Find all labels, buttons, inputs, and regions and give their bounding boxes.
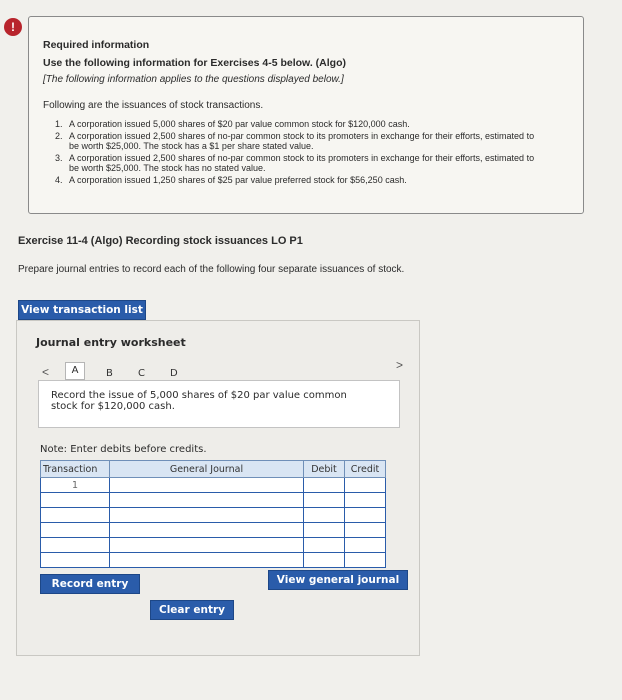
column-header-debit: Debit [304, 461, 345, 478]
record-instruction-box [38, 380, 400, 428]
table-row [41, 553, 386, 568]
debit-cell[interactable] [304, 523, 345, 538]
table-row [41, 508, 386, 523]
credit-cell[interactable] [345, 508, 386, 523]
debit-cell[interactable] [304, 553, 345, 568]
transaction-cell: 1 [41, 478, 110, 493]
record-entry-button[interactable]: Record entry [40, 574, 140, 594]
column-header-transaction: Transaction [41, 461, 110, 478]
required-subtitle: Use the following information for Exercises 4-5 below. (Algo) [43, 57, 346, 69]
transaction-cell [41, 493, 110, 508]
account-cell[interactable] [110, 478, 304, 493]
debit-cell[interactable] [304, 538, 345, 553]
chevron-left-icon[interactable]: < [42, 365, 50, 379]
required-title: Required information [43, 39, 150, 51]
list-item: 4. A corporation issued 1,250 shares of $25 par value preferred stock for $56,250 cash. [55, 174, 407, 185]
debit-cell[interactable] [304, 478, 345, 493]
credit-cell[interactable] [345, 538, 386, 553]
list-item: 3. A corporation issued 2,500 shares of no-par common stock to its promoters in exchange for their efforts, estimated to be worth $25,000. The stock has no stated value. [55, 152, 535, 173]
credit-cell[interactable] [345, 493, 386, 508]
transaction-list [55, 119, 535, 186]
column-header-credit: Credit [345, 461, 386, 478]
required-intro: Following are the issuances of stock transactions. [43, 100, 264, 111]
tab-c[interactable]: C [138, 368, 145, 379]
required-note: [The following information applies to the questions displayed below.] [43, 74, 344, 85]
list-item: 2. A corporation issued 2,500 shares of no-par common stock to its promoters in exchange for their efforts, estimated to be worth $25,000. The stock has a $1 per share stated value. [55, 130, 535, 151]
chevron-right-icon[interactable]: > [396, 358, 404, 372]
list-item: 1. A corporation issued 5,000 shares of $20 par value common stock for $120,000 cash. [55, 119, 410, 129]
debits-note: Note: Enter debits before credits. [40, 444, 207, 455]
table-row [41, 523, 386, 538]
exercise-title: Exercise 11-4 (Algo) Recording stock issuances LO P1 [18, 235, 303, 247]
credit-cell[interactable] [345, 553, 386, 568]
transaction-cell [41, 523, 110, 538]
table-row [41, 538, 386, 553]
required-information-panel [28, 16, 584, 214]
table-row [41, 478, 386, 493]
credit-cell[interactable] [345, 523, 386, 538]
tab-b[interactable]: B [106, 368, 113, 379]
debit-cell[interactable] [304, 508, 345, 523]
credit-cell[interactable] [345, 478, 386, 493]
column-header-general-journal: General Journal [110, 461, 304, 478]
view-general-journal-button[interactable]: View general journal [268, 570, 408, 590]
worksheet-title: Journal entry worksheet [36, 336, 186, 349]
alert-icon: ! [4, 18, 22, 36]
account-cell[interactable] [110, 493, 304, 508]
journal-table [40, 460, 386, 568]
tab-d[interactable]: D [170, 368, 178, 379]
view-transaction-list-button[interactable]: View transaction list [18, 300, 146, 320]
debit-cell[interactable] [304, 493, 345, 508]
record-instruction: Record the issue of 5,000 shares of $20 par value common stock for $120,000 cash. [51, 390, 347, 412]
account-cell[interactable] [110, 508, 304, 523]
clear-entry-button[interactable]: Clear entry [150, 600, 234, 620]
exercise-description: Prepare journal entries to record each of the following four separate issuances of stock. [18, 264, 405, 275]
table-row [41, 493, 386, 508]
transaction-cell [41, 538, 110, 553]
account-cell[interactable] [110, 523, 304, 538]
tab-a[interactable]: A [65, 362, 85, 380]
transaction-cell [41, 508, 110, 523]
transaction-cell [41, 553, 110, 568]
account-cell[interactable] [110, 538, 304, 553]
account-cell[interactable] [110, 553, 304, 568]
